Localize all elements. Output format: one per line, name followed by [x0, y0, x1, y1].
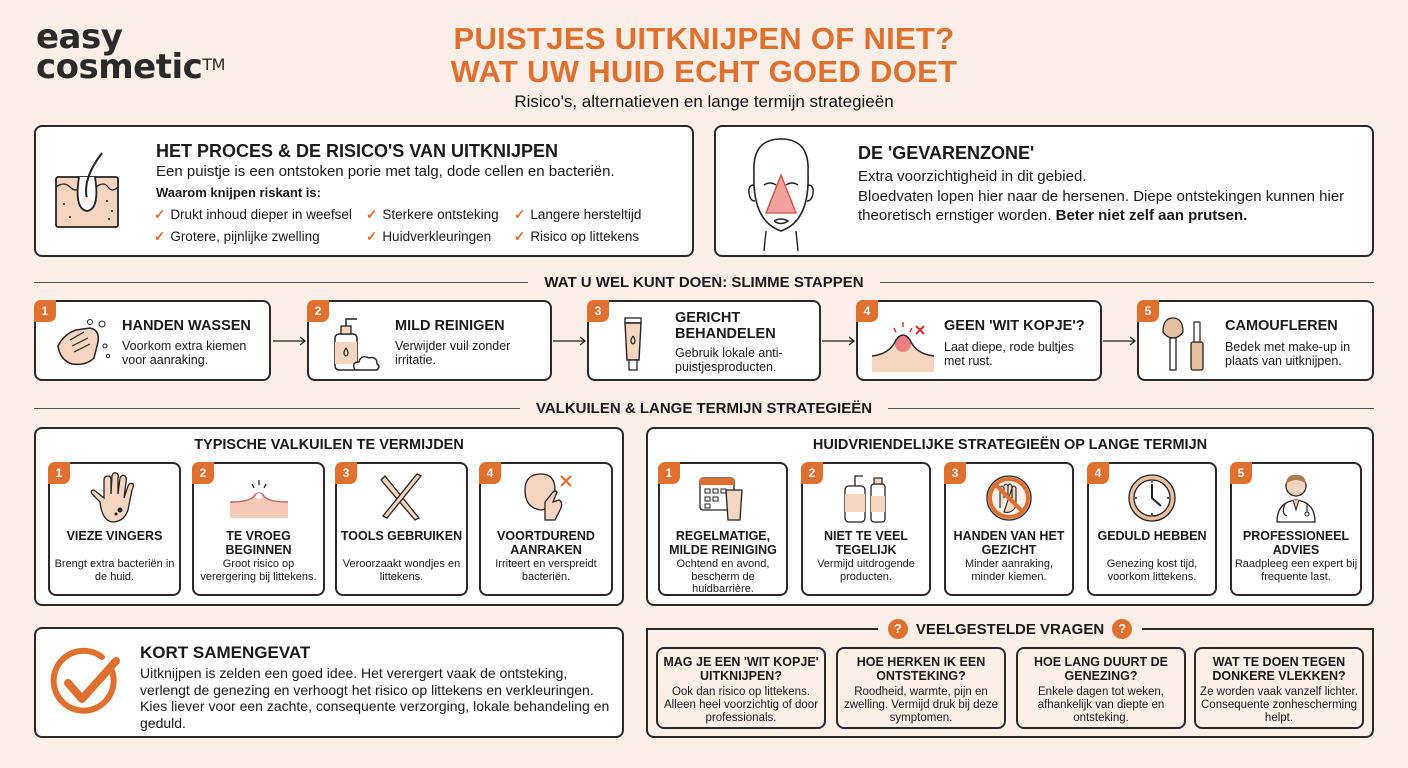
faq-header	[646, 618, 1374, 640]
divider-line	[1142, 628, 1374, 630]
brand-logo	[36, 17, 225, 87]
summary-card	[34, 627, 624, 738]
strategy-number: 2	[801, 462, 823, 484]
strategy-card-3	[944, 462, 1074, 596]
step-text: Laat diepe, rode bultjes met rust.	[944, 340, 1074, 368]
arrow-right-icon	[822, 336, 856, 346]
summary-text: Uitknijpen is zelden een goed idee. Het verergert vaak de ontsteking, verlengt de genezing en verhoogt het risico op littekens en verkleuringen. Kies liever voor een zachte, consequente verzorging, lokale behandeling en geduld.	[140, 665, 610, 731]
pitfall-title: TOOLS GEBRUIKEN	[340, 529, 463, 543]
pitfalls-divider	[34, 398, 1374, 418]
step-title: MILD REINIGEN	[395, 318, 505, 334]
steps-divider	[34, 272, 1374, 292]
step-title: HANDEN WASSEN	[122, 318, 251, 334]
divider-line	[34, 408, 520, 409]
page-subtitle: Risico's, alternatieven en lange termijn strategieën	[514, 92, 894, 111]
danger-zone-title: DE 'GEVARENZONE'	[858, 143, 1035, 163]
risk-list	[154, 207, 694, 245]
step-title: GEEN 'WIT KOPJE'?	[944, 318, 1085, 334]
divider-line	[880, 282, 1374, 283]
step-card-1	[34, 300, 271, 381]
face-touch-icon	[517, 472, 575, 524]
step-title: GERICHT BEHANDELEN	[675, 310, 776, 342]
step-number: 4	[856, 300, 878, 322]
title-line-1: PUISTJES UITKNIJPEN OF NIET?	[453, 21, 955, 56]
step-card-2	[307, 300, 552, 381]
arrow-right-icon	[553, 336, 587, 346]
pitfall-number: 1	[48, 462, 70, 484]
faq-question: HOE HERKEN IK EEN ONTSTEKING?	[856, 655, 986, 683]
strategy-text: Raadpleeg een expert bij frequente last.	[1234, 558, 1358, 583]
danger-zone-text: Extra voorzichtigheid in dit gebied. Bloedvaten lopen hier naar de hersenen. Diepe ontstekingen kunnen hier theoretisch ernstiger worden. Beter niet zelf aan prutsen.	[858, 168, 1345, 224]
pitfall-title: VOORTDUREND AANRAKEN	[497, 529, 595, 557]
check-icon: ✓	[154, 229, 166, 244]
strategy-number: 3	[944, 462, 966, 484]
strategy-number: 4	[1087, 462, 1109, 484]
face-triangle-icon	[736, 133, 826, 251]
strategy-title: HANDEN VAN HET GEZICHT	[953, 529, 1065, 557]
faq-item-3	[1016, 647, 1186, 729]
crossed-tools-icon	[373, 472, 431, 524]
brand-line2: cosmetic	[36, 47, 203, 87]
pitfall-card-3	[335, 462, 468, 596]
pitfall-text: Brengt extra bacteriën in de huid.	[54, 558, 175, 583]
step-card-5	[1137, 300, 1374, 381]
faq-answer: Ze worden vaak vanzelf lichter. Consequente zonhescherming helpt.	[1200, 686, 1358, 724]
dirty-hand-icon	[86, 472, 144, 524]
faq-question: HOE LANG DUURT DE GENEZING?	[1033, 655, 1169, 683]
risk-item: ✓ Langere hersteltijd	[514, 207, 642, 222]
step-number: 3	[587, 300, 609, 322]
pitfall-number: 2	[192, 462, 214, 484]
question-icon: ?	[1112, 619, 1132, 639]
process-title: HET PROCES & DE RISICO'S VAN UITKNIJPEN	[156, 141, 559, 161]
pitfalls-heading: VALKUILEN & LANGE TERMIJN STRATEGIEËN	[535, 399, 873, 417]
hand-washing-icon	[50, 316, 112, 372]
process-description: Een puistje is een ontstoken porie met talg, dode cellen en bacteriën.	[156, 163, 615, 180]
strategies-title: HUIDVRIENDELIJKE STRATEGIEËN OP LANGE TERMIJN	[812, 437, 1208, 453]
faq-answer: Roodheid, warmte, pijn en zwelling. Vermijd druk bij deze symptomen.	[843, 686, 999, 724]
question-icon: ?	[888, 619, 908, 639]
step-number: 2	[307, 300, 329, 322]
step-card-4	[856, 300, 1102, 381]
strategy-title: PROFESSIONEEL ADVIES	[1242, 529, 1350, 557]
strategy-title: NIET TE VEEL TEGELIJK	[823, 529, 909, 557]
strategy-number: 1	[658, 462, 680, 484]
no-hand-icon	[980, 472, 1038, 524]
step-text: Voorkom extra kiemen voor aanraking.	[122, 339, 247, 367]
step-text: Bedek met make-up in plaats van uitknijpen.	[1225, 340, 1351, 368]
check-icon: ✓	[514, 229, 526, 244]
pitfall-card-1	[48, 462, 181, 596]
cream-tube-icon	[603, 316, 665, 372]
summary-title: KORT SAMENGEVAT	[140, 643, 311, 662]
arrow-right-icon	[1103, 336, 1137, 346]
inflamed-bump-icon	[872, 316, 934, 372]
divider-line	[646, 628, 878, 630]
divider-line	[888, 408, 1374, 409]
step-number: 1	[34, 300, 56, 322]
faq-title: VEELGESTELDE VRAGEN	[915, 620, 1105, 638]
page-title	[300, 22, 1108, 88]
pitfall-text: Irriteert en verspreidt bacteriën.	[495, 558, 597, 583]
steps-heading: WAT U WEL KUNT DOEN: SLIMME STAPPEN	[544, 273, 864, 291]
step-text: Gebruik lokale anti-puistjesproducten.	[675, 346, 783, 374]
faq-item-1	[656, 647, 826, 729]
strategy-card-5	[1230, 462, 1362, 596]
divider-line	[34, 282, 528, 283]
pitfall-text: Veroorzaakt wondjes en littekens.	[342, 558, 461, 583]
checkmark-circle-icon	[50, 647, 126, 719]
title-line-2: WAT UW HUID ECHT GOED DOET	[450, 54, 958, 89]
risk-item: ✓ Grotere, pijnlijke zwelling	[154, 229, 320, 244]
calendar-tube-icon	[694, 472, 752, 524]
risk-item: ✓ Drukt inhoud dieper in weefsel	[154, 207, 352, 222]
pitfall-title: VIEZE VINGERS	[66, 529, 163, 543]
doctor-icon	[1267, 472, 1325, 524]
check-icon: ✓	[366, 207, 378, 222]
pitfall-card-4	[479, 462, 613, 596]
pitfall-title: TE VROEG BEGINNEN	[225, 529, 292, 557]
brand-line1: easy	[36, 17, 123, 57]
pitfalls-panel	[34, 427, 624, 606]
pitfall-number: 3	[335, 462, 357, 484]
faq-item-2	[836, 647, 1006, 729]
process-risks-card	[34, 125, 694, 257]
risk-item: ✓ Sterkere ontsteking	[366, 207, 499, 222]
risk-item: ✓ Huidverkleuringen	[366, 229, 492, 244]
strategy-card-1	[658, 462, 788, 596]
strategy-card-4	[1087, 462, 1217, 596]
step-title: CAMOUFLEREN	[1225, 318, 1338, 334]
early-pimple-icon	[230, 472, 288, 524]
strategy-text: Genezing kost tijd, voorkom littekens.	[1106, 558, 1198, 583]
strategy-text: Ochtend en avond, bescherm de huidbarrière.	[676, 558, 770, 595]
strategy-title: REGELMATIGE, MILDE REINIGING	[669, 529, 777, 557]
skin-pore-icon	[52, 149, 122, 234]
why-risky-label: Waarom knijpen riskant is:	[156, 185, 321, 200]
danger-zone-card	[714, 125, 1374, 257]
strategy-text: Vermijd uitdrogende producten.	[817, 558, 915, 583]
faq-item-4	[1194, 647, 1364, 729]
faq-question: WAT TE DOEN TEGEN DONKERE VLEKKEN?	[1212, 655, 1346, 683]
makeup-brush-icon	[1153, 316, 1215, 372]
step-number: 5	[1137, 300, 1159, 322]
risk-item: ✓ Risico op littekens	[514, 229, 640, 244]
pitfall-text: Groot risico op verergering bij littekens.	[200, 558, 317, 583]
bottles-icon	[837, 472, 895, 524]
step-card-3	[587, 300, 821, 381]
pitfall-card-2	[192, 462, 325, 596]
strategy-card-2	[801, 462, 931, 596]
pitfall-number: 4	[479, 462, 501, 484]
strategies-panel	[646, 427, 1374, 606]
check-icon: ✓	[366, 229, 378, 244]
step-text: Verwijder vuil zonder irritatie.	[395, 339, 511, 367]
pitfalls-title: TYPISCHE VALKUILEN TE VERMIJDEN	[194, 437, 464, 453]
soap-pump-icon	[323, 316, 385, 372]
faq-answer: Enkele dagen tot weken, afhankelijk van diepte en ontsteking.	[1037, 686, 1165, 724]
check-icon: ✓	[514, 207, 526, 222]
faq-answer: Ook dan risico op littekens. Alleen heel voorzichtig of door professionals.	[663, 686, 819, 724]
clock-icon	[1123, 472, 1181, 524]
trademark: TM	[202, 55, 225, 74]
strategy-number: 5	[1230, 462, 1252, 484]
faq-question: MAG JE EEN 'WIT KOPJE' UITKNIJPEN?	[663, 655, 819, 683]
strategy-title: GEDULD HEBBEN	[1097, 529, 1207, 543]
strategy-text: Minder aanraking, minder kiemen.	[964, 558, 1054, 583]
arrow-right-icon	[273, 336, 307, 346]
check-icon: ✓	[154, 207, 166, 222]
